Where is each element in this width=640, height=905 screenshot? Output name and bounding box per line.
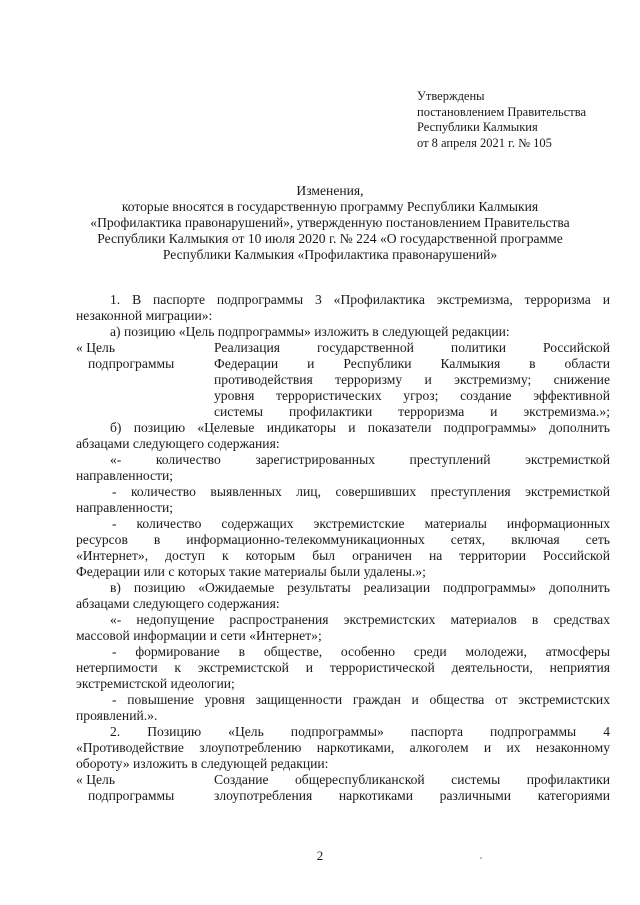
indicator-1: «- количество зарегистрированных преступлений экстремисткой — [110, 452, 610, 467]
goal-label: « Цель подпрограммы — [76, 340, 175, 371]
paragraph-2: 2. Позицию «Цель подпрограммы» паспорта подпрограммы 4 — [110, 724, 610, 739]
approval-line: Утверждены — [417, 89, 485, 103]
title-line: которые вносятся в государственную программу Республики Калмыкия — [121, 199, 539, 214]
paragraph-a: а) позицию «Цель подпрограммы» изложить в следующей редакции: — [110, 324, 510, 339]
approval-line: от 8 апреля 2021 г. № 105 — [417, 135, 552, 150]
paragraph-v-cont: абзацами следующего содержания: — [76, 596, 280, 611]
document-title — [60, 183, 600, 263]
paragraph-1-cont: незаконной миграции»: — [76, 308, 213, 323]
goal-table — [76, 340, 610, 420]
title-line: «Профилактика правонарушений», утвержденную постановлением Правительства — [90, 215, 570, 230]
paragraph-b-cont: абзацами следующего содержания: — [76, 436, 280, 451]
title-heading: Изменения, — [296, 183, 364, 198]
title-line: Республики Калмыкия от 10 июля 2020 г. № 224 «О государственной программе — [97, 231, 563, 246]
indicator-3: - количество содержащих экстремистские материалы информационных — [112, 516, 610, 531]
page-number: 2 — [316, 848, 324, 863]
goal2-text: Создание общереспубликанской системы профилактики злоупотребления наркотиками различными категориями — [214, 772, 610, 803]
paragraph-v: в) позицию «Ожидаемые результаты реализации подпрограммы» дополнить — [110, 580, 610, 595]
paragraph-1: 1. В паспорте подпрограммы 3 «Профилактика экстремизма, терроризма и — [110, 292, 610, 307]
indicator-2: - количество выявленных лиц, совершивших преступления экстремисткой — [112, 484, 610, 499]
approval-line: Республики Калмыкия — [417, 120, 538, 135]
goal-text: Реализация государственной политики Российской Федерации и Республики Калмыкия в области противодействия терроризму и экстремизму; снижение уровня террористических угроз; создание эффективной системы профилактики терроризма и экстремизма.»; — [214, 340, 610, 419]
document-body: 1. В паспорте подпрограммы 3 «Профилактика экстремизма, терроризма и незаконной миграции»: а) позицию «Цель подпрограммы» изложить в следующей редакции: « Цель подпрограммы Реализация государственной политики Российской Федерации и Республики Калмыкия в области противодействия терроризму и экстремизму; снижение уровня террористических угроз; создание эффективной системы профилактики терроризма и экстремизма.»; б) позицию «Целевые индикаторы и показатели подпрограммы» дополнить абзацами следующего содержания: «- количество зарегистрированных преступлений экстремисткой направленности; - количество выявленных лиц, совершивших преступления экстремисткой направленности; - количество содержащих экстремистские материалы информационных ресурсов в информационно-телекоммуникационных сетях, включая сеть «Интернет», доступ к которым был ограничен на территории Российской Федерации или с которых такие материалы были удалены.»; в) позицию «Ожидаемые результаты реализации подпрограммы» дополнить абзацами следующего содержания: «- недопущение распространения экстремистских материалов в средствах массовой информации и сети «Интернет»; - формирование в обществе, особенно среди молодежи, атмосферы нетерпимости к экстремистской и террористической деятельности, неприятия экстремистской идеологии; - повышение уровня защищенности граждан и общества от экстремистских проявлений.». 2. Позицию «Цель подпрограммы» паспорта подпрограммы 4 «Противодействие злоупотреблению наркотиками, алкоголем и их незаконному обороту» изложить в следующей редакции: « Цель подпрограммы Создание общереспубликанской системы профилактики злоупотребления наркотиками различными категориями — [76, 292, 610, 803]
scan-mark — [480, 857, 482, 859]
title-line: Республики Калмыкия «Профилактика правонарушений» — [162, 247, 498, 262]
result-3: - повышение уровня защищенности граждан и общества от экстремистских — [112, 692, 610, 707]
result-1: «- недопущение распространения экстремистских материалов в средствах — [110, 612, 610, 627]
paragraph-b: б) позицию «Целевые индикаторы и показатели подпрограммы» дополнить — [110, 420, 610, 435]
goal2-label: « Цель подпрограммы — [76, 772, 175, 803]
result-2: - формирование в обществе, особенно среди молодежи, атмосферы — [112, 644, 610, 659]
approval-block — [417, 89, 586, 151]
approval-line: постановлением Правительства — [417, 104, 587, 119]
goal-table-2 — [76, 772, 610, 804]
